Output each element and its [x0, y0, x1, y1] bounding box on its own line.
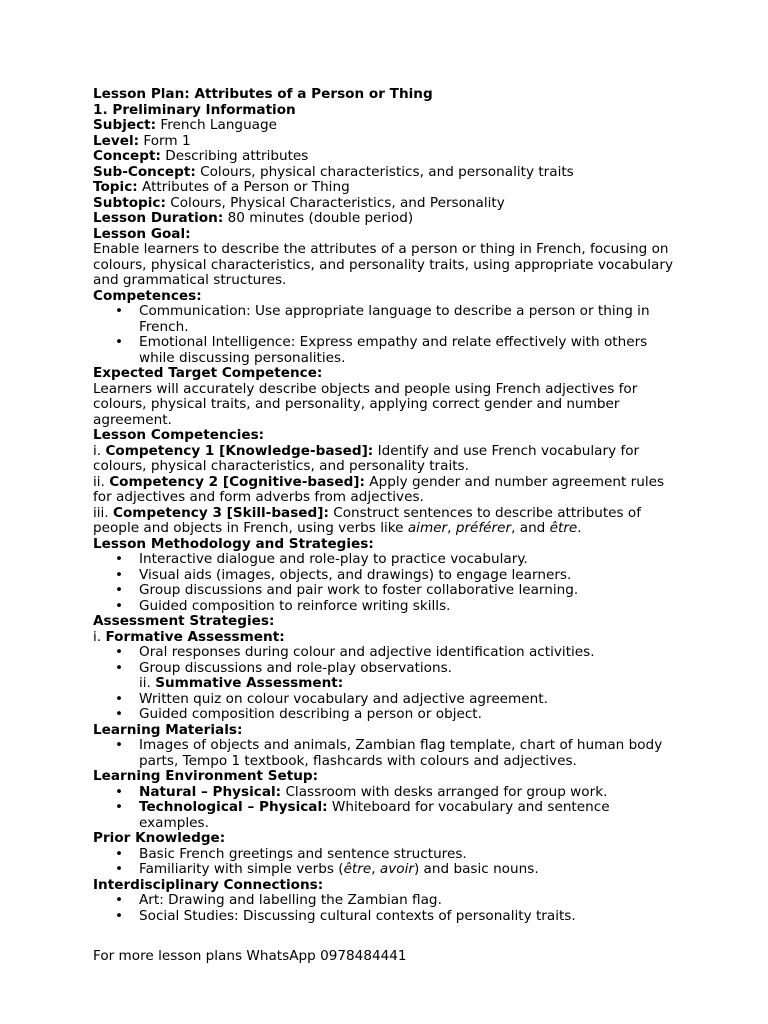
goal-text: Enable learners to describe the attributes of a person or thing in French, focusing on colours, physical characteristics, and personality traits, using appropriate vocabulary and grammatical structures. [93, 241, 673, 288]
lesson-competencies-heading: Lesson Competencies: [93, 427, 265, 443]
field-subtopic: Subtopic: Colours, Physical Characteristics, and Personality [93, 194, 505, 211]
prior-knowledge-heading: Prior Knowledge: [93, 830, 226, 846]
section-heading-preliminary: 1. Preliminary Information [93, 101, 296, 118]
field-level: Level: Form 1 [93, 132, 191, 149]
list-item: • Interactive dialogue and role-play to practice vocabulary. [139, 552, 683, 568]
list-item: • Technological – Physical: Whiteboard for vocabulary and sentence examples. [139, 800, 683, 831]
assessment-heading: Assessment Strategies: [93, 613, 275, 629]
formative-heading: i. Formative Assessment: [93, 628, 285, 645]
expected-heading: Expected Target Competence: [93, 365, 323, 381]
interdisciplinary-heading: Interdisciplinary Connections: [93, 876, 324, 893]
list-item: • Communication: Use appropriate language to describe a person or thing in French. [139, 304, 683, 335]
methodology-list [93, 552, 683, 614]
competency-2: ii. Competency 2 [Cognitive-based]: Apply gender and number agreement rules for adjectives and form adverbs from adjectives. [93, 473, 665, 505]
interdisciplinary-list [93, 893, 683, 924]
list-item: • Images of objects and animals, Zambian flag template, chart of human body parts, Tempo 1 textbook, flashcards with colours and adjectives. [139, 738, 683, 769]
field-sub-concept: Sub-Concept: Colours, physical characteristics, and personality traits [93, 163, 574, 180]
list-item: • Art: Drawing and labelling the Zambian flag. [139, 893, 683, 909]
list-item: • Basic French greetings and sentence structures. [139, 847, 683, 863]
summative-heading: ii. Summative Assessment: [139, 675, 344, 691]
footer-contact: For more lesson plans WhatsApp 0978484441 [93, 948, 407, 964]
list-item: • Written quiz on colour vocabulary and adjective agreement. [139, 692, 683, 708]
list-item: • Emotional Intelligence: Express empathy and relate effectively with others while discussing personalities. [139, 335, 683, 366]
lesson-plan-document [93, 87, 683, 924]
list-item: • Guided composition describing a person or object. [139, 707, 683, 723]
field-topic: Topic: Attributes of a Person or Thing [93, 179, 350, 195]
field-concept: Concept: Describing attributes [93, 148, 309, 164]
environment-heading: Learning Environment Setup: [93, 768, 319, 784]
materials-heading: Learning Materials: [93, 721, 243, 738]
formative-list [93, 645, 683, 723]
list-item: • Oral responses during colour and adjective identification activities. [139, 645, 683, 661]
field-subject: Subject: French Language [93, 117, 278, 133]
list-item: • Social Studies: Discussing cultural contexts of personality traits. [139, 909, 683, 925]
goal-heading: Lesson Goal: [93, 225, 191, 242]
field-duration: Lesson Duration: 80 minutes (double period) [93, 210, 414, 226]
competences-heading: Competences: [93, 287, 202, 304]
document-title: Lesson Plan: Attributes of a Person or Thing [93, 86, 433, 102]
competency-3: iii. Competency 3 [Skill-based]: Construct sentences to describe attributes of people and objects in French, using verbs like aimer, préférer, and être. [93, 504, 642, 536]
expected-text: Learners will accurately describe objects and people using French adjectives for colours, physical traits, and personality, applying correct gender and number agreement. [93, 380, 638, 428]
list-item: • Familiarity with simple verbs (être, avoir) and basic nouns. [139, 862, 683, 878]
competences-list [93, 304, 683, 366]
competency-1: i. Competency 1 [Knowledge-based]: Identify and use French vocabulary for colours, physical characteristics, and personality traits. [93, 442, 640, 474]
prior-knowledge-list [93, 847, 683, 878]
list-item: • Group discussions and role-play observations. [139, 661, 683, 677]
list-item: • Natural – Physical: Classroom with desks arranged for group work. [139, 785, 683, 801]
list-item: • Visual aids (images, objects, and drawings) to engage learners. [139, 568, 683, 584]
materials-list [93, 738, 683, 769]
list-item: • Guided composition to reinforce writing skills. [139, 599, 683, 615]
methodology-heading: Lesson Methodology and Strategies: [93, 535, 374, 552]
list-item: • Group discussions and pair work to foster collaborative learning. [139, 583, 683, 599]
environment-list [93, 785, 683, 832]
